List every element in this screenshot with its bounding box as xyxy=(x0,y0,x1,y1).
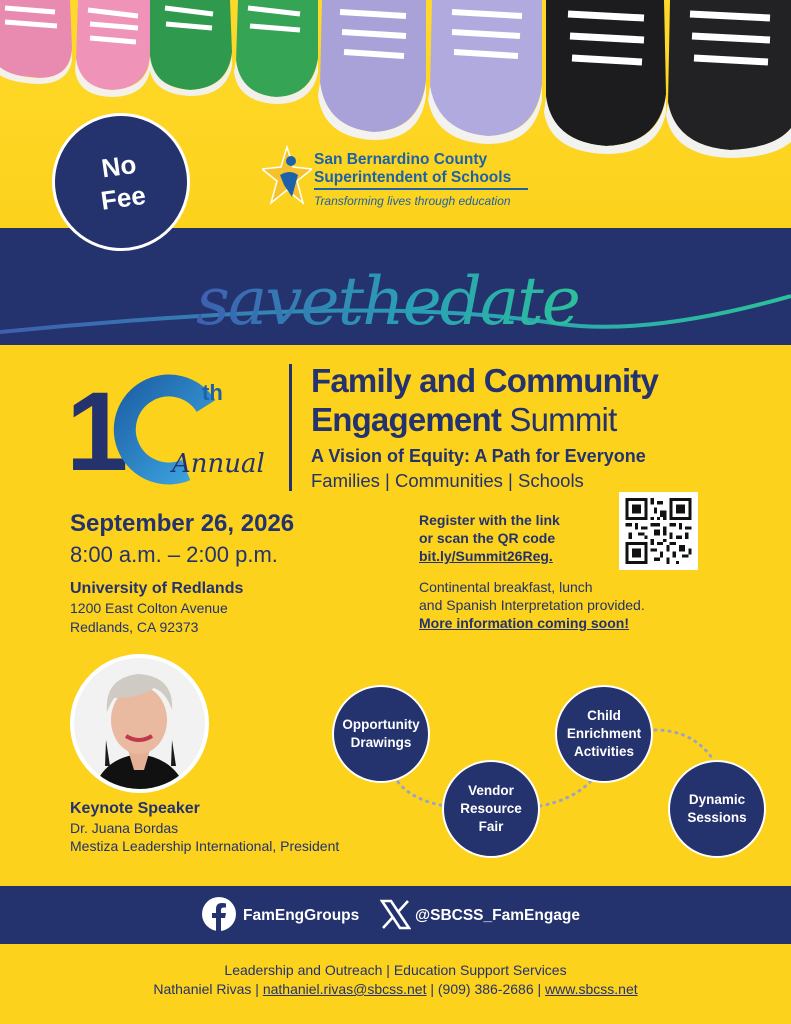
amenities-line2: and Spanish Interpretation provided. xyxy=(419,597,645,613)
event-title-line1: Family and Community xyxy=(311,362,659,399)
contact-email-link[interactable]: nathaniel.rivas@sbcss.net xyxy=(262,981,427,997)
anniversary-suffix: th xyxy=(202,380,223,405)
logo-line2: Superintendent of Schools xyxy=(314,169,512,186)
contact-name: Nathaniel Rivas | xyxy=(153,981,263,997)
venue-address-line1: 1200 East Colton Avenue xyxy=(70,600,228,616)
footer-contact xyxy=(0,981,791,997)
activity-dynamic-sessions xyxy=(668,760,766,858)
venue-address-line2: Redlands, CA 92373 xyxy=(70,619,199,635)
activity-label: Vendor Resource Fair xyxy=(460,782,522,835)
no-fee-line2: Fee xyxy=(98,179,148,216)
event-time: 8:00 a.m. – 2:00 p.m. xyxy=(70,542,278,567)
more-info-link[interactable]: More information coming soon! xyxy=(419,615,629,631)
logo-line1: San Bernardino County xyxy=(314,151,488,168)
footer-department: Leadership and Outreach | Education Support Services xyxy=(224,962,567,978)
event-title-rest: Summit xyxy=(501,401,617,438)
registration-link[interactable]: bit.ly/Summit26Reg. xyxy=(419,548,553,564)
activity-label: Child Enrichment Activities xyxy=(566,707,642,760)
event-tagline: Families | Communities | Schools xyxy=(311,470,584,491)
activity-label: Opportunity Drawings xyxy=(342,716,420,750)
activity-opportunity-drawings xyxy=(332,685,430,783)
logo-tagline: Transforming lives through education xyxy=(314,194,511,208)
x-icon[interactable] xyxy=(380,899,411,930)
activity-label: Dynamic Sessions xyxy=(687,791,747,825)
activity-vendor-resource-fair xyxy=(442,760,540,858)
amenities-line1: Continental breakfast, lunch xyxy=(419,579,593,595)
annual-word: Annual xyxy=(172,449,265,479)
event-venue: University of Redlands xyxy=(70,580,244,597)
anniversary-number: 1 xyxy=(66,370,129,485)
x-handle[interactable]: @SBCSS_FamEngage xyxy=(415,907,580,924)
register-line2: or scan the QR code xyxy=(419,530,556,546)
no-fee-line1: No xyxy=(99,148,138,183)
save-the-date-script: savethedate xyxy=(196,263,579,340)
register-line1: Register with the link xyxy=(419,512,560,528)
facebook-handle[interactable]: FamEngGroups xyxy=(243,907,360,924)
website-link[interactable]: www.sbcss.net xyxy=(545,981,638,997)
event-title-bold: Engagement xyxy=(311,401,502,438)
event-date: September 26, 2026 xyxy=(70,510,295,537)
contact-phone: | (909) 386-2686 | xyxy=(426,981,546,997)
speaker-name: Dr. Juana Bordas xyxy=(70,820,179,836)
speaker-title: Keynote Speaker xyxy=(70,800,200,817)
activity-child-enrichment xyxy=(555,685,653,783)
event-subtitle: A Vision of Equity: A Path for Everyone xyxy=(311,446,646,466)
facebook-icon[interactable] xyxy=(202,897,236,931)
speaker-organization: Mestiza Leadership International, President xyxy=(70,838,340,854)
